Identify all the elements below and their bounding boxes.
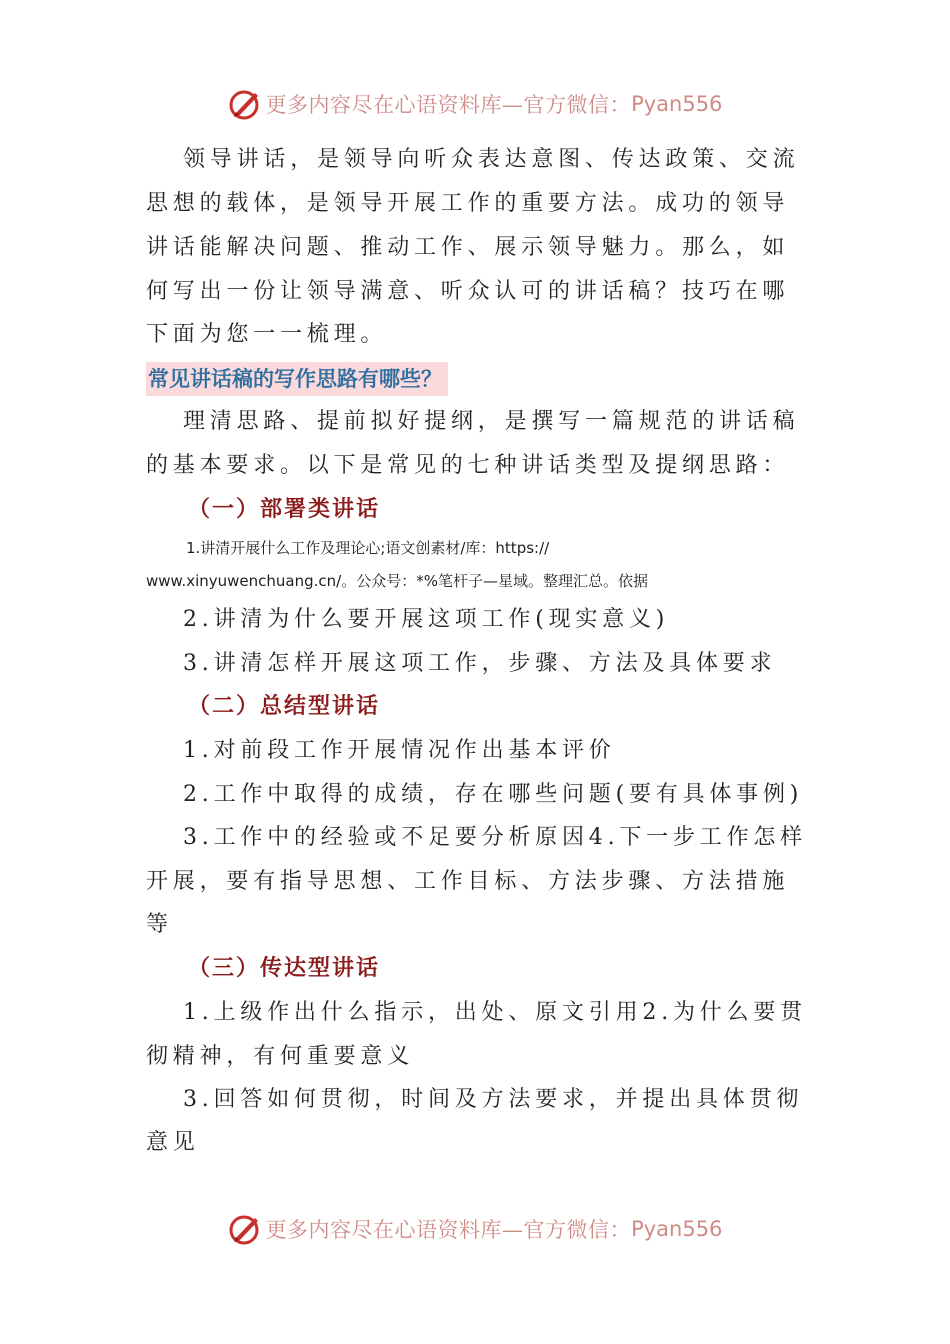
part2-line: 2.工作中取得的成绩，存在哪些问题(要有具体事例) <box>183 782 804 807</box>
section-heading: 常见讲话稿的写作思路有哪些？ <box>146 362 448 396</box>
part2-line: 3.工作中的经验或不足要分析原因4.下一步工作怎样 <box>183 825 807 850</box>
header-banner <box>0 84 950 124</box>
part2-line: 等 <box>146 912 173 937</box>
part1-line: 2.讲清为什么要开展这项工作(现实意义) <box>183 607 670 632</box>
banner-text: 更多内容尽在心语资料库—官方微信： <box>265 1218 632 1242</box>
part1-line: 3.讲清怎样开展这项工作，步骤、方法及具体要求 <box>183 651 777 676</box>
intro-line: 领导讲话，是领导向听众表达意图、传达政策、交流 <box>183 147 800 172</box>
section-intro-line: 的基本要求。以下是常见的七种讲话类型及提纲思路： <box>146 453 790 478</box>
section-intro-line: 理清思路、提前拟好提纲，是撰写一篇规范的讲话稿 <box>183 409 800 434</box>
part3-line: 意见 <box>146 1130 200 1155</box>
part2-line: 1.对前段工作开展情况作出基本评价 <box>183 738 616 763</box>
pen-logo-icon <box>228 1212 262 1246</box>
intro-line: 下面为您一一梳理。 <box>146 322 388 347</box>
part1-small-line: www.xinyuwenchuang.cn/。公众号：*%笔杆子—星域。整理汇总。依据 <box>146 572 648 590</box>
intro-line: 何写出一份让领导满意、听众认可的讲话稿？技巧在哪 <box>146 279 790 304</box>
part2-line: 开展，要有指导思想、工作目标、方法步骤、方法措施 <box>146 869 790 894</box>
pen-logo-icon <box>228 87 262 121</box>
part2-title: （二）总结型讲话 <box>188 694 381 719</box>
banner-wechat-id: Pyan556 <box>631 92 723 116</box>
part3-line: 彻精神，有何重要意义 <box>146 1044 415 1069</box>
part3-line: 1.上级作出什么指示，出处、原文引用2.为什么要贯 <box>183 1000 807 1025</box>
part3-title: （三）传达型讲话 <box>188 956 381 981</box>
part1-title: （一）部署类讲话 <box>188 497 381 522</box>
part3-line: 3.回答如何贯彻，时间及方法要求，并提出具体贯彻 <box>183 1087 804 1112</box>
part1-small-line: 1.讲清开展什么工作及理论心;语文创素材/库：https:// <box>186 539 550 557</box>
banner-text: 更多内容尽在心语资料库—官方微信： <box>265 93 632 117</box>
intro-line: 讲话能解决问题、推动工作、展示领导魅力。那么，如 <box>146 235 790 260</box>
intro-line: 思想的载体，是领导开展工作的重要方法。成功的领导 <box>146 191 790 216</box>
footer-banner <box>0 1209 950 1249</box>
banner-wechat-id: Pyan556 <box>631 1217 723 1241</box>
